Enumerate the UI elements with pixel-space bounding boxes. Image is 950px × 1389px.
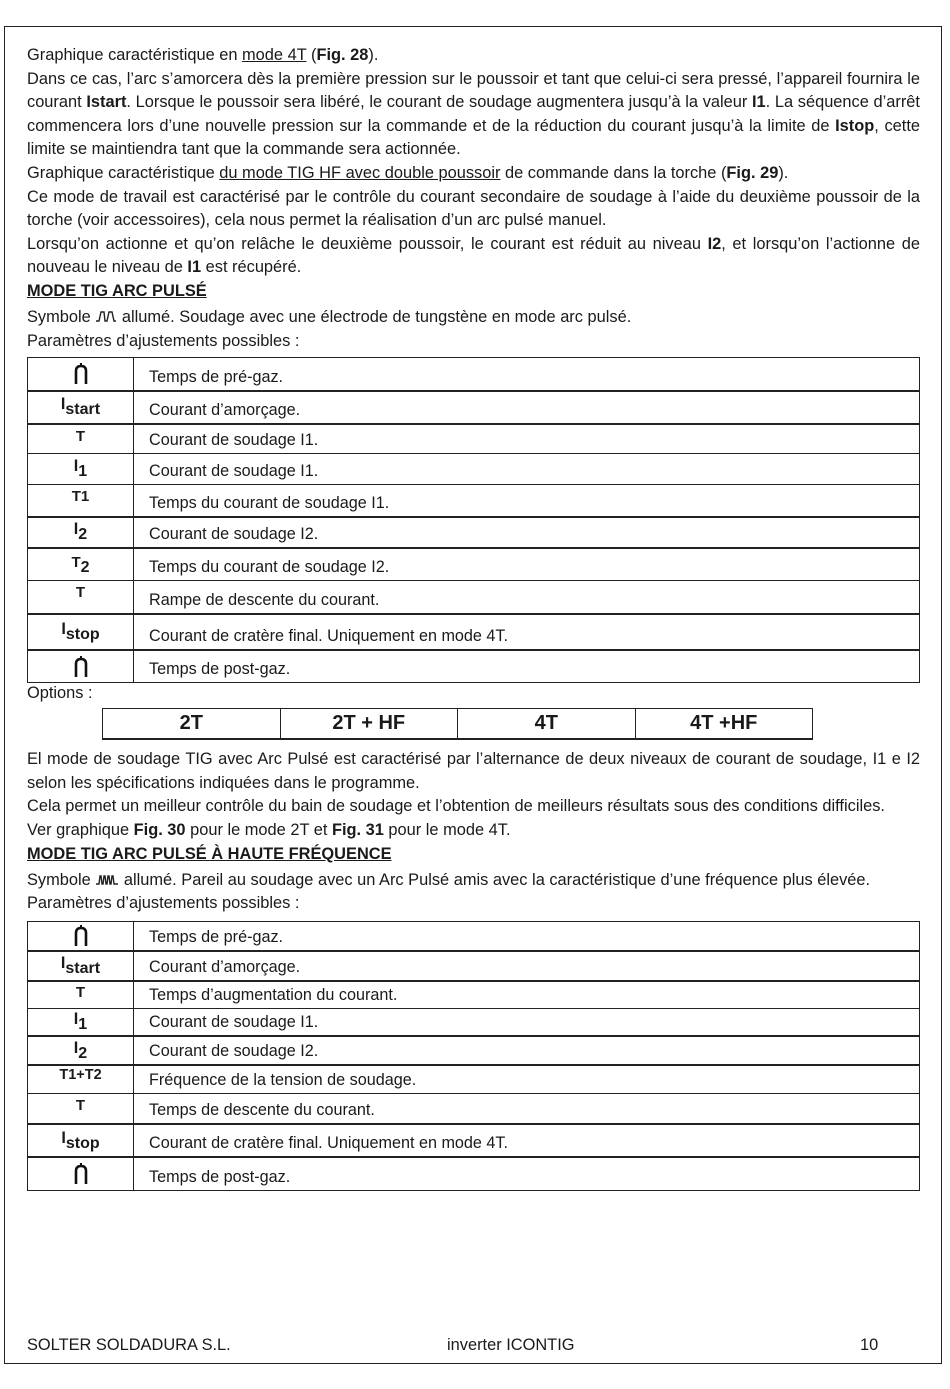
table-row	[28, 424, 920, 454]
description-cell: Temps de post-gaz.	[134, 650, 920, 683]
arc-pulse-paragraph-1: El mode de soudage TIG avec Arc Pulsé est caractérisé par l’alternance de deux niveaux de courant de soudage, I1 e I2 selon les spécifications indiquées dans le programme.	[27, 750, 920, 792]
description-cell: Courant de cratère final. Uniquement en mode 4T.	[134, 1124, 920, 1157]
intro-text: Graphique caractéristique	[27, 163, 220, 182]
description-cell: Temps de pré-gaz.	[134, 921, 920, 951]
gas-bottle-icon	[74, 1163, 88, 1185]
intro-text: est récupéré.	[201, 258, 302, 277]
symbol-cell	[28, 1008, 134, 1036]
symbol-cell	[28, 548, 134, 581]
table-row	[28, 485, 920, 517]
symbol-cell	[28, 1124, 134, 1157]
intro-text: de commande dans la torche (	[500, 163, 727, 182]
gas-bottle-icon	[74, 656, 88, 678]
section-heading-arc-pulse-hf: MODE TIG ARC PULSÉ À HAUTE FRÉQUENCE	[27, 844, 392, 863]
gas-bottle-icon	[74, 925, 88, 947]
symbol-letter: T	[75, 427, 86, 445]
description-cell: Courant de soudage I1.	[134, 1008, 920, 1036]
intro-text: . La séquence d’arrêt commencera lors d’une nouvelle pression sur la commande et de la réduction du courant jusqu’à la limite de	[27, 93, 920, 135]
table-row	[28, 581, 920, 614]
symbol-subscript: 1	[78, 463, 88, 481]
params-label: Paramètres d’ajustements possibles :	[27, 894, 300, 913]
symbol-text: allumé. Soudage avec une électrode de tungstène en mode arc pulsé.	[117, 308, 632, 327]
arc-pulse-paragraph-3	[27, 819, 920, 843]
symbol-letter: T1	[71, 488, 90, 506]
intro-text: , et lorsqu’on l’actionne de nouveau le niveau de	[27, 234, 920, 277]
symbol-letter: T	[75, 1096, 86, 1114]
table-row	[28, 1093, 920, 1124]
symbol-cell	[28, 921, 134, 951]
symbol-letter: I	[73, 520, 79, 539]
params-table-arc-pulse	[27, 357, 920, 683]
symbol-cell	[28, 1093, 134, 1124]
symbol-letter: I	[73, 1038, 79, 1057]
symbol-cell	[28, 1157, 134, 1190]
description-cell: Courant d’amorçage.	[134, 951, 920, 981]
description-cell: Courant de soudage I1.	[134, 424, 920, 454]
symbol-letter: T1+T2	[59, 1067, 102, 1084]
symbol-letter: I	[60, 395, 66, 414]
intro-text: . Lorsque le poussoir sera libéré, le courant de soudage augmentera jusqu’à la valeur	[126, 93, 752, 112]
symbol-cell	[28, 614, 134, 650]
arc-pulse-paragraph-2: Cela permet un meilleur contrôle du bain de soudage et l’obtention de meilleurs résultats sous des conditions difficiles.	[27, 797, 885, 816]
paragraph-text: pour le mode 2T et	[185, 821, 332, 840]
description-cell: Temps de descente du courant.	[134, 1093, 920, 1124]
symbol-cell	[28, 951, 134, 981]
symbol-cell	[28, 1065, 134, 1093]
table-row	[28, 951, 920, 981]
params-table-arc-pulse-hf	[27, 921, 920, 1191]
i1-term: I1	[187, 258, 202, 277]
description-cell: Courant de cratère final. Uniquement en mode 4T.	[134, 614, 920, 650]
symbol-letter: I	[60, 954, 66, 973]
figure-reference: Fig. 28	[316, 46, 369, 64]
intro-text: Lorsqu’on actionne et qu’on relâche le deuxième poussoir, le courant est réduit au niveau	[27, 234, 708, 253]
description-cell: Temps du courant de soudage I1.	[134, 485, 920, 517]
intro-text: ).	[368, 46, 379, 64]
footer-page-number: 10	[860, 1336, 879, 1354]
options-table	[102, 708, 813, 740]
symbol-letter: T	[75, 984, 86, 1002]
intro-paragraph-4: Ce mode de travail est caractérisé par le contrôle du courant secondaire de soudage à l’aide du deuxième poussoir de la torche (voir accessoires), cela nous permet la réalisation d’un arc pulsé manuel.	[27, 187, 920, 230]
high-frequency-pulse-icon	[95, 869, 119, 893]
symbol-cell	[28, 1036, 134, 1065]
pulse-wave-icon	[95, 306, 117, 330]
symbol-letter: T	[71, 553, 81, 571]
description-cell: Temps du courant de soudage I2.	[134, 548, 920, 581]
section-heading-arc-pulse: MODE TIG ARC PULSÉ	[27, 281, 207, 300]
table-row	[28, 614, 920, 650]
symbol-cell	[28, 485, 134, 517]
table-row	[28, 1124, 920, 1157]
table-row	[28, 454, 920, 485]
symbol-letter: I	[61, 1128, 66, 1147]
symbol-letter: I	[73, 457, 79, 476]
i2-term: I2	[707, 234, 722, 253]
symbol-line-arc-pulse-hf	[27, 869, 920, 893]
symbol-subscript: stop	[65, 1134, 100, 1152]
description-cell: Courant d’amorçage.	[134, 391, 920, 424]
footer-product: inverter ICONTIG	[447, 1336, 575, 1354]
table-row	[28, 1065, 920, 1093]
description-cell: Courant de soudage I2.	[134, 517, 920, 548]
params-label: Paramètres d’ajustements possibles :	[27, 331, 300, 350]
options-row	[103, 709, 813, 740]
symbol-cell	[28, 581, 134, 614]
table-row	[28, 358, 920, 391]
symbol-subscript: 2	[78, 526, 88, 544]
symbol-cell	[28, 424, 134, 454]
symbol-cell	[28, 981, 134, 1008]
intro-text: (	[306, 46, 317, 64]
figure-reference: Fig. 29	[726, 163, 779, 182]
figure-reference: Fig. 30	[133, 821, 186, 840]
intro-text: Graphique caractéristique en	[27, 46, 243, 64]
paragraph-text: Ver graphique	[27, 821, 134, 840]
symbol-subscript: 2	[78, 1044, 88, 1062]
description-cell: Fréquence de la tension de soudage.	[134, 1065, 920, 1093]
table-row	[28, 921, 920, 951]
symbol-cell	[28, 650, 134, 683]
intro-text: , cette limite se maintiendra tant que la commande sera actionnée.	[27, 116, 920, 159]
gas-bottle-icon	[74, 363, 88, 385]
description-cell: Temps de pré-gaz.	[134, 358, 920, 391]
figure-reference: Fig. 31	[331, 821, 384, 840]
symbol-cell	[28, 391, 134, 424]
table-row	[28, 650, 920, 683]
symbol-text: allumé. Pareil au soudage avec un Arc Pulsé amis avec la caractéristique d’une fréquence plus élevée.	[119, 870, 871, 889]
symbol-subscript: 2	[80, 558, 90, 576]
istop-term: Istop	[835, 116, 875, 135]
table-row	[28, 391, 920, 424]
intro-paragraph-3	[27, 162, 920, 186]
description-cell: Courant de soudage I1.	[134, 454, 920, 485]
footer-company: SOLTER SOLDADURA S.L.	[27, 1336, 231, 1354]
symbol-subscript: stop	[65, 625, 100, 643]
description-cell: Temps d’augmentation du courant.	[134, 981, 920, 1008]
table-row	[28, 548, 920, 581]
symbol-subscript: 1	[78, 1016, 88, 1034]
double-trigger-link-text: du mode TIG HF avec double poussoir	[219, 163, 501, 182]
options-label: Options :	[27, 684, 93, 703]
option-4t-hf: 4T +HF	[635, 709, 813, 740]
symbol-letter: I	[61, 619, 66, 638]
option-2t: 2T	[103, 709, 281, 740]
table-row	[28, 981, 920, 1008]
symbol-letter: I	[73, 1010, 79, 1029]
symbol-text: Symbole	[27, 308, 96, 327]
intro-text: ).	[778, 163, 789, 182]
option-4t: 4T	[458, 709, 636, 740]
table-row	[28, 517, 920, 548]
intro-paragraph-1	[27, 44, 920, 68]
table-row	[28, 1157, 920, 1190]
intro-paragraph-5	[27, 233, 920, 280]
symbol-cell	[28, 517, 134, 548]
paragraph-text: pour le mode 4T.	[383, 821, 511, 840]
symbol-line-arc-pulse	[27, 306, 920, 330]
option-2t-hf: 2T + HF	[280, 709, 458, 740]
istart-term: Istart	[86, 93, 127, 112]
mode-4t-link-text: mode 4T	[242, 46, 307, 64]
description-cell: Temps de post-gaz.	[134, 1157, 920, 1190]
symbol-cell	[28, 358, 134, 391]
description-cell: Courant de soudage I2.	[134, 1036, 920, 1065]
symbol-subscript: start	[65, 401, 101, 419]
table-row	[28, 1008, 920, 1036]
description-cell: Rampe de descente du courant.	[134, 581, 920, 614]
symbol-subscript: start	[65, 960, 101, 978]
intro-text: Dans ce cas, l’arc s’amorcera dès la première pression sur le poussoir et tant que celui-ci sera pressé, l’appareil fournira le courant	[27, 69, 920, 112]
i1-term: I1	[752, 93, 766, 112]
page-content	[27, 44, 920, 1191]
intro-paragraph-2	[27, 68, 920, 162]
symbol-text: Symbole	[27, 870, 96, 889]
symbol-cell	[28, 454, 134, 485]
symbol-letter: T	[75, 584, 86, 602]
table-row	[28, 1036, 920, 1065]
